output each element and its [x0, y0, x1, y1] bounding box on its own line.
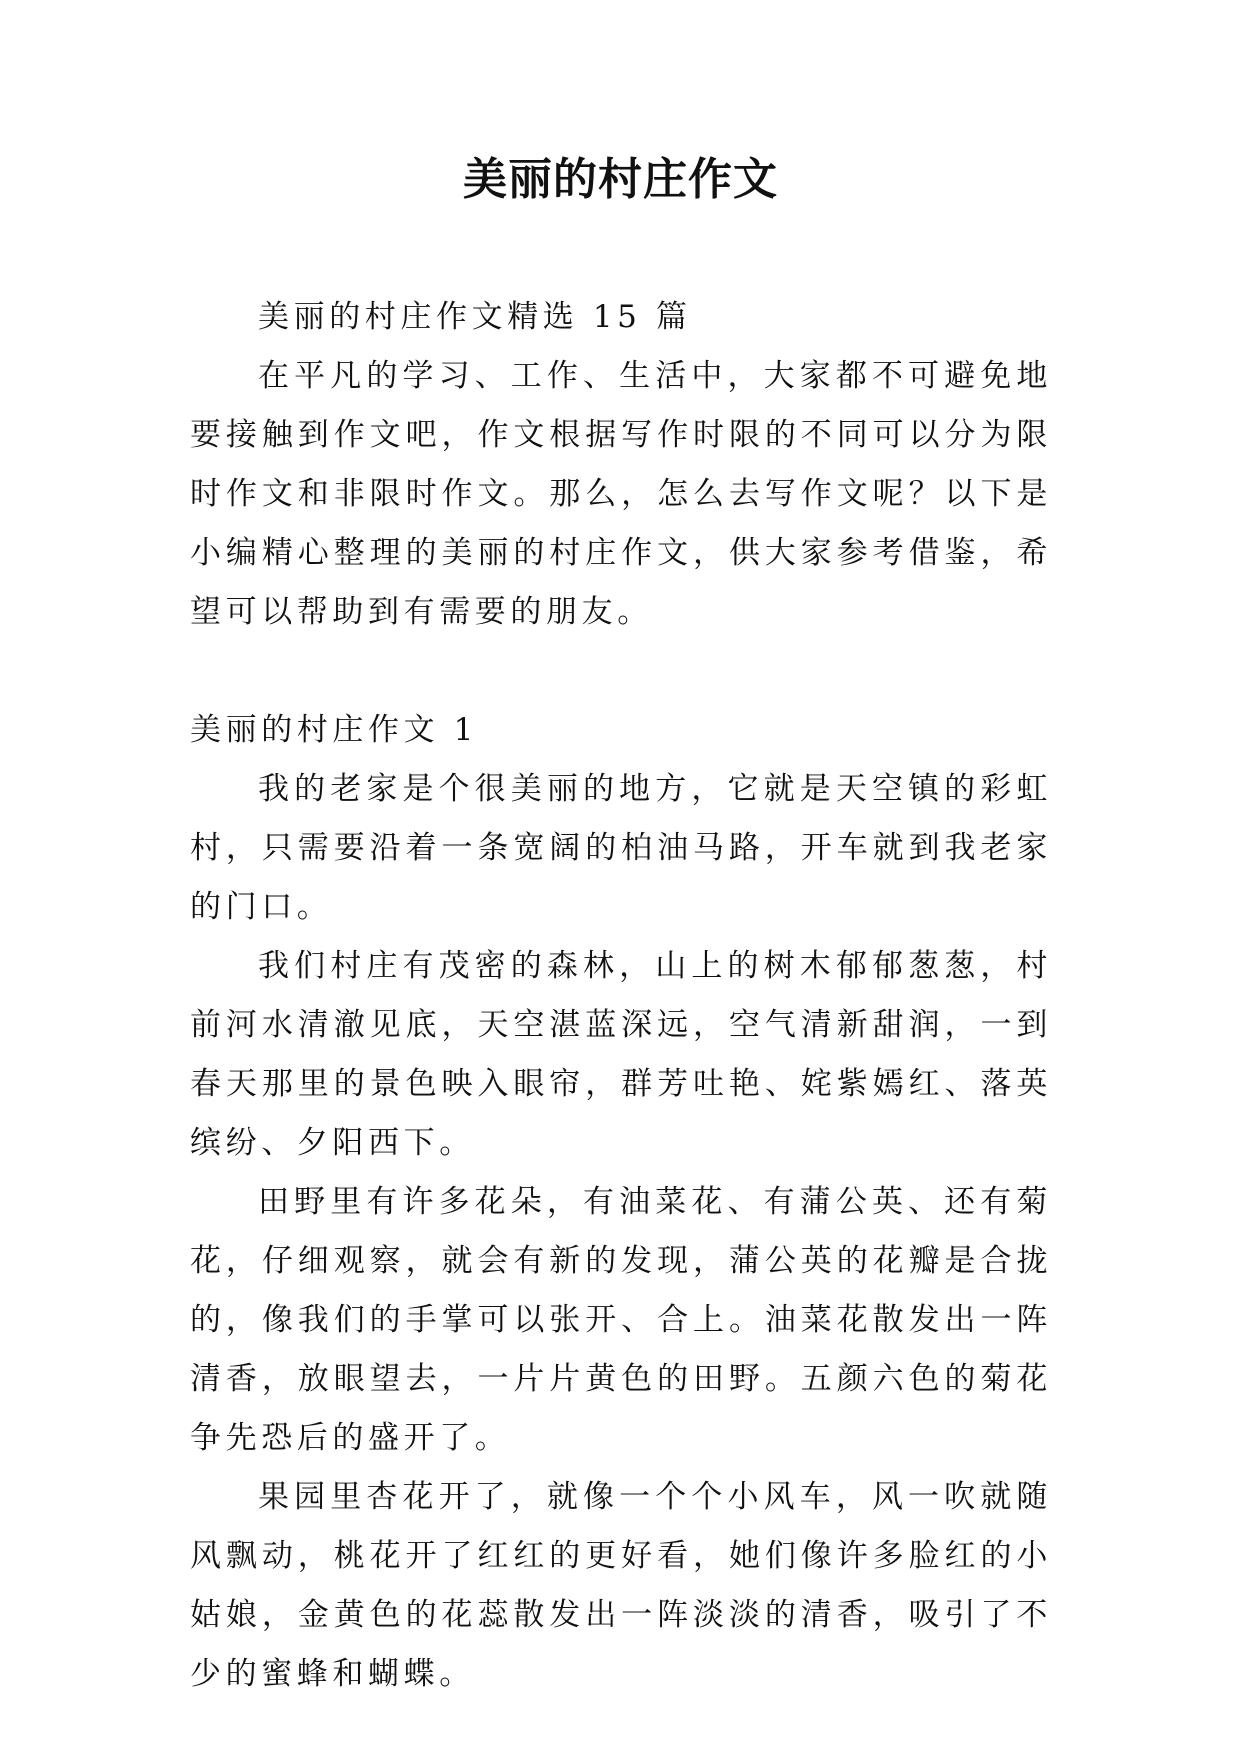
essay-paragraph: 我的老家是个很美丽的地方，它就是天空镇的彩虹村，只需要沿着一条宽阔的柏油马路，开车就到我老家的门口。: [190, 771, 1052, 925]
essay-paragraph: 我们村庄有茂密的森林，山上的树木郁郁葱葱，村前河水清澈见底，天空湛蓝深远，空气清新甜润，一到春天那里的景色映入眼帘，群芳吐艳、姹紫嫣红、落英缤纷、夕阳西下。: [190, 948, 1052, 1161]
essay-heading: 美丽的村庄作文 1: [190, 712, 478, 748]
intro-paragraph: 在平凡的学习、工作、生活中，大家都不可避免地要接触到作文吧，作文根据写作时限的不同可以分为限时作文和非限时作文。那么，怎么去写作文呢？以下是小编精心整理的美丽的村庄作文，供大家参考借鉴，希望可以帮助到有需要的朋友。: [190, 358, 1052, 630]
document-title: 美丽的村庄作文: [463, 154, 778, 205]
essay-paragraph: 田野里有许多花朵，有油菜花、有蒲公英、还有菊花，仔细观察，就会有新的发现，蒲公英的花瓣是合拢的，像我们的手掌可以张开、合上。油菜花散发出一阵清香，放眼望去，一片片黄色的田野。五颜六色的菊花争先恐后的盛开了。: [190, 1184, 1052, 1456]
essay-paragraph: 果园里杏花开了，就像一个个小风车，风一吹就随风飘动，桃花开了红红的更好看，她们像许多脸红的小姑娘，金黄色的花蕊散发出一阵淡淡的清香，吸引了不少的蜜蜂和蝴蝶。: [190, 1479, 1052, 1692]
section-spacer: [190, 642, 1052, 701]
document-body: [190, 288, 1052, 1704]
intro-subtitle: 美丽的村庄作文精选 15 篇: [258, 299, 692, 335]
